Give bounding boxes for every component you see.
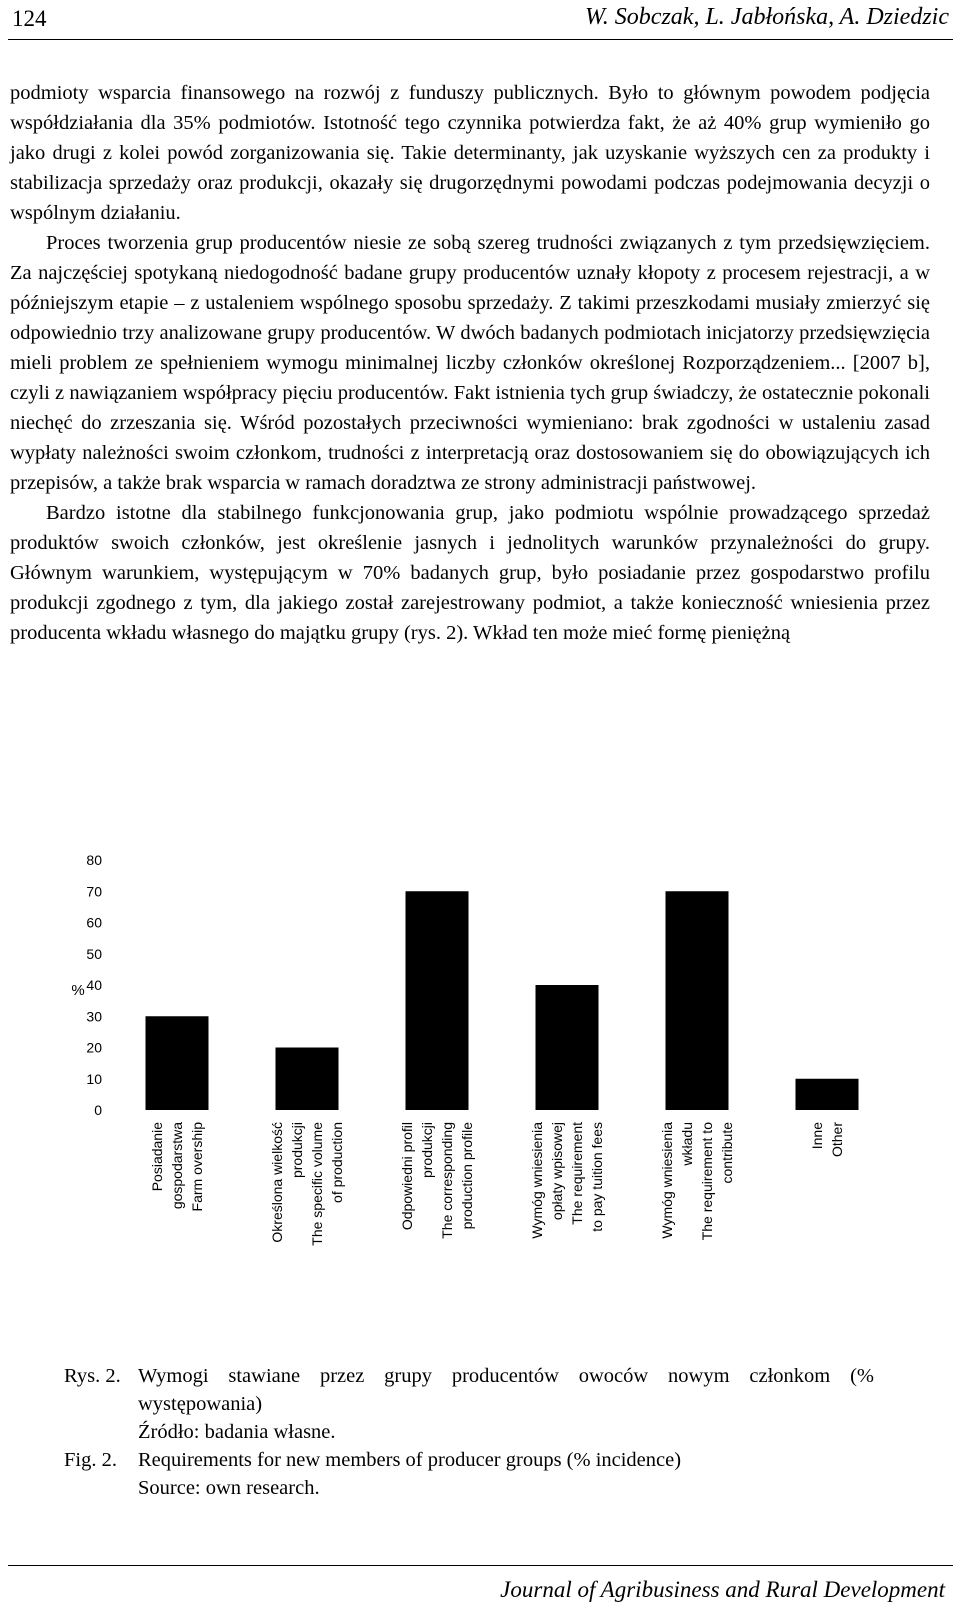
category-label-line: Posiadanie [149,1122,165,1192]
paragraph: podmioty wsparcia finansowego na rozwój z funduszy publicznych. Było to głównym powodem podjęcia współdziałania dla 35% podmiotów. Istotność tego czynnika potwierdza fakt, że aż 40% grup wymieniło go jako drugi z kolei powód zorganizowania się. Takie determinanty, jak uzyskanie wyższych cen za produkty i stabilizacja sprzedaży oraz produkcji, okazały się drugorzędnymi powodami podczas podejmowania decyzji o wspólnym działaniu. [10,82,930,224]
journal-name: Journal of Agribusiness and Rural Development [500,1577,945,1602]
category-label-line: opłaty wpisowej [549,1122,565,1221]
chart-svg [70,855,950,1295]
y-tick-label: 40 [86,977,102,993]
bar-chart [70,855,950,1295]
category-label-line: Inne [809,1122,825,1150]
category-label-line: gospodarstwa [169,1122,185,1210]
category-label-line: Określona wielkość [269,1122,285,1243]
footer-rule [8,1565,953,1566]
caption-pl-title: Wymogi stawiane przez grupy producentów owoców nowym członkom (% występowania) [138,1365,874,1415]
caption-en-title: Requirements for new members of producer groups (% incidence) [138,1449,682,1471]
page-header [8,0,953,42]
category-label-line: of production [329,1122,345,1203]
bar [666,891,729,1110]
bar [276,1048,339,1111]
bar [536,985,599,1110]
figure-caption [64,1362,874,1502]
category-label-line: produkcji [289,1122,305,1179]
paragraph: Bardzo istotne dla stabilnego funkcjonowania grup, jako podmiotu wspólnie prowadzącego sprzedaż produktów swoich członków, jest określenie jasnych i jednolitych warunków przynależności do grupy. Głównym warunkiem, występującym w 70% badanych grup, było posiadanie przez gospodarstwo profilu produkcji zgodnego z tym, dla jakiego został zarejestrowany podmiot, a także konieczność wniesienia przez producenta wkładu własnego do majątku grupy (rys. 2). Wkład ten może mieć formę pieniężną [10,502,930,644]
bar [406,891,469,1110]
y-tick-label: 0 [94,1102,102,1118]
caption-en-source: Source: own research. [138,1477,320,1499]
y-tick-label: 20 [86,1039,102,1056]
caption-pl-source: Źródło: badania własne. [138,1421,336,1443]
category-label-line: production profile [459,1122,475,1230]
category-label-line: Other [829,1122,845,1158]
y-tick-label: 60 [86,914,102,931]
paragraph: Proces tworzenia grup producentów niesie ze sobą szereg trudności związanych z tym przedsięwzięciem. Za najczęściej spotykaną niedogodność badane grupy producentów uznały kłopoty z procesem rejestracji, a w późniejszym etapie – z ustaleniem wspólnego sposobu sprzedaży. Z takimi przeszkodami musiały zmierzyć się odpowiednio trzy analizowane grupy producentów. W dwóch badanych podmiotach inicjatorzy przedsięwzięcia mieli problem ze spełnieniem wymogu minimalnej liczby członków określonej Rozporządzeniem... [2007 b], czyli z nawiązaniem współpracy pięciu producentów. Fakt istnienia tych grup świadczy, że ostatecznie pokonali niechęć do zrzeszania się. Wśród pozostałych przeciwności wymieniano: brak zgodności w ustaleniu zasad wypłaty należności swoim członkom, trudności z interpretacją oraz dostosowaniem się do obowiązujących ich przepisów, a także brak wsparcia w ramach doradztwa ze strony administracji państwowej. [10,232,930,494]
caption-en-label: Fig. 2. [64,1449,117,1471]
category-label-line: The requirement [569,1122,585,1225]
category-label-line: The corresponding [439,1122,455,1239]
header-rule [8,39,953,40]
category-label-line: Wymóg wniesienia [529,1122,545,1239]
y-tick-label: 50 [86,945,102,962]
category-label-line: Wymóg wniesienia [659,1122,675,1239]
category-label-line: The requirement to [699,1122,715,1241]
category-label-line: The specific volume [309,1122,325,1246]
running-head-authors: W. Sobczak, L. Jabłońska, A. Dziedzic [585,4,949,30]
caption-pl-label: Rys. 2. [64,1365,121,1387]
category-label-line: Odpowiedni profil [399,1122,415,1231]
category-label-line: Farm overship [189,1122,205,1212]
body-text [10,78,930,648]
category-label [809,1122,845,1157]
category-label [529,1122,605,1239]
category-label [659,1122,735,1241]
y-axis-label: % [71,982,85,999]
category-label-line: to pay tuition fees [589,1122,605,1232]
category-label-line: wkładu [679,1122,695,1166]
caption-en [64,1446,874,1502]
bar [796,1079,859,1110]
category-label [149,1122,205,1212]
category-label-line: contribute [719,1122,735,1184]
y-tick-label: 70 [86,883,102,900]
category-label [269,1122,345,1246]
page-footer [8,1565,953,1605]
y-tick-label: 10 [86,1070,102,1087]
y-tick-label: 80 [86,855,102,868]
category-label-line: produkcji [419,1122,435,1179]
caption-pl [64,1362,874,1446]
bar [146,1016,209,1110]
page-number: 124 [12,6,47,31]
y-tick-label: 30 [86,1008,102,1025]
category-label [399,1122,475,1239]
